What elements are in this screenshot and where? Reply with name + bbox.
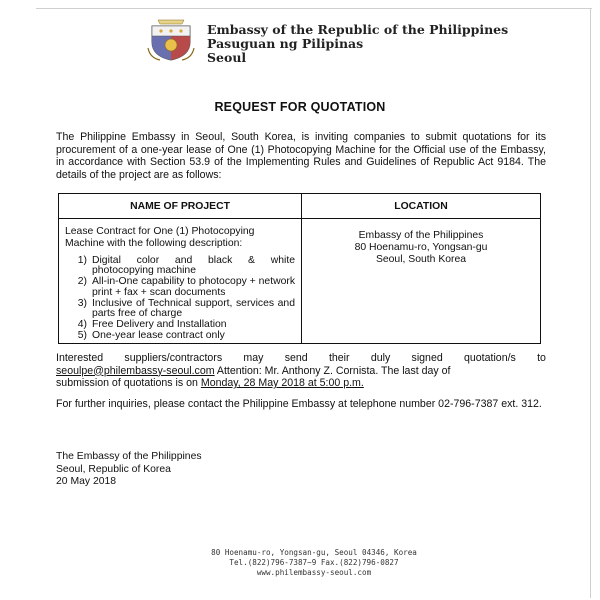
inquiries-paragraph: For further inquiries, please contact the Philippine Embassy at telephone number 02-796-7387 ext. 312. [56, 398, 542, 410]
list-item: 2) All-in-One capability to photocopy + network print + fax + scan documents [77, 276, 296, 298]
document-title: REQUEST FOR QUOTATION [214, 100, 386, 114]
signoff-date: 20 May 2018 [56, 476, 117, 487]
project-cell [59, 219, 302, 344]
header-name-of-project: NAME OF PROJECT [59, 194, 302, 219]
footer-website[interactable]: www.philembassy-seoul.com [256, 568, 372, 577]
list-item: 5) One-year lease contract only [77, 329, 225, 341]
signoff-block [56, 451, 202, 489]
location-line: 80 Hoenamu-ro, Yongsan-gu [354, 242, 488, 253]
submission-line-1: Interested suppliers/contractors may send their duly signed quotation/s to [56, 352, 546, 364]
location-line: Embassy of the Philippines [358, 230, 484, 241]
location-cell [302, 219, 541, 344]
table-row [59, 219, 541, 344]
embassy-name: Embassy of the Republic of the Philippines [207, 22, 509, 37]
header-location: LOCATION [302, 194, 541, 219]
submission-paragraph [56, 352, 546, 390]
attention-text: Attention: Mr. Anthony Z. Cornista. The last day of [214, 364, 451, 377]
signoff-line: Seoul, Republic of Korea [56, 463, 171, 475]
list-item: 3) Inclusive of Technical support, services and parts free of charge [77, 297, 295, 320]
list-item: 4) Free Delivery and Installation [77, 318, 227, 330]
footer-contact: Tel.(822)796-7387~9 Fax.(822)796-0827 [229, 558, 399, 567]
list-item: 1) Digital color and black & white photocopying machine [77, 255, 295, 277]
footer-address: 80 Hoenamu-ro, Yongsan-gu, Seoul 04346, Korea [211, 548, 417, 557]
deadline: Monday, 28 May 2018 at 5:00 p.m. [200, 377, 364, 389]
intro-paragraph: The Philippine Embassy in Seoul, South Korea, is inviting companies to submit quotations for its procurement of a one-year lease of One (1) Photocopying Machine for the Official use of the Embassy, in accordance with Section 53.9 of the Implementing Rules and Guidelines of Republic Act 9184. The details of the project are as follows: [56, 131, 546, 181]
project-table [58, 193, 541, 344]
page-edge-right [590, 8, 591, 598]
requirements-list [65, 256, 295, 341]
page-edge-top [36, 8, 592, 9]
submission-line-3: submission of quotations is on Monday, 28 May 2018 at 5:00 p.m. [56, 377, 364, 389]
footer [0, 548, 600, 578]
embassy-name-local: Pasuguan ng Pilipinas [207, 36, 364, 51]
project-description: Lease Contract for One (1) Photocopying Machine with the following description: [65, 226, 255, 249]
table-header-row [59, 194, 541, 219]
embassy-city: Seoul [207, 50, 247, 65]
philippine-seal-icon [146, 18, 196, 62]
location-line: Seoul, South Korea [375, 254, 467, 265]
submission-line-2 [56, 365, 546, 378]
email-link[interactable]: seoulpe@philembassy-seoul.com [56, 364, 215, 377]
signoff-line: The Embassy of the Philippines [56, 451, 202, 462]
